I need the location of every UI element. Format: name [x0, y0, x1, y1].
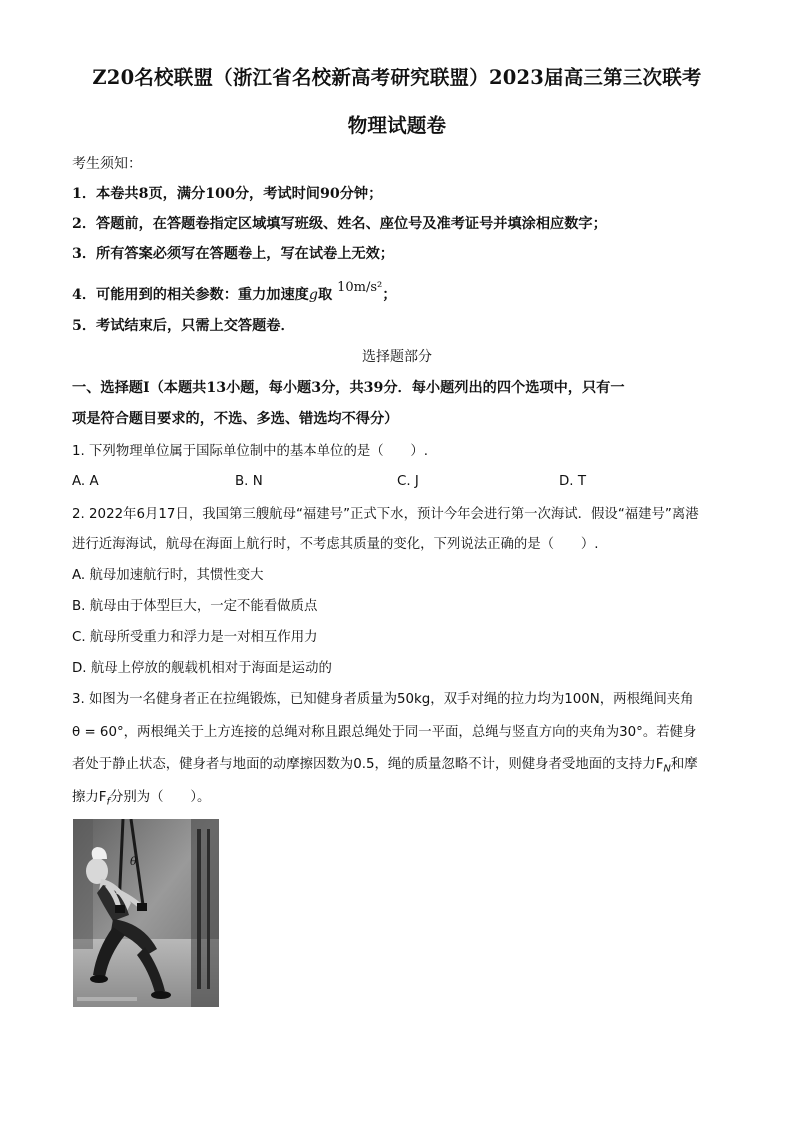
notice-item-4-text: 4．可能用到的相关参数：重力加速度	[72, 287, 309, 303]
question-2-option-a: A. 航母加速航行时，其惯性变大	[72, 568, 264, 583]
question-2-option-b: B. 航母由于体型巨大，一定不能看做质点	[72, 599, 318, 614]
exam-title: Z20名校联盟（浙江省名校新高考研究联盟）2023届高三第三次联考	[92, 66, 702, 89]
notice-item-1: 1．本卷共8页，满分100分，考试时间90分钟；	[72, 186, 383, 202]
question-3-stem-cont-3	[72, 788, 732, 813]
friction-subscript: f	[106, 796, 111, 808]
notice-item-4	[72, 280, 732, 306]
question-2-option-c: C. 航母所受重力和浮力是一对相互作用力	[72, 630, 318, 645]
notice-item-4-take: 取	[317, 287, 333, 303]
question-1-option-c: C. J	[397, 474, 419, 489]
normal-force-subscript: N	[663, 763, 671, 775]
question-3-stem-cont-2	[72, 755, 732, 780]
question-2-stem-cont: 进行近海海试，航母在海面上航行时，不考虑其质量的变化，下列说法正确的是（ ）.	[72, 537, 599, 552]
notice-item-3: 3．所有答案必须写在答题卷上，写在试卷上无效；	[72, 246, 394, 262]
question-3-line3-text: 者处于静止状态，健身者与地面的动摩擦因数为0.5，绳的质量忽略不计，则健身者受地面的支持力F	[72, 757, 664, 772]
question-3-stem-cont-1: θ = 60°，两根绳关于上方连接的总绳对称且跟总绳处于同一平面，总绳与竖直方向的夹角为30°。若健身	[72, 725, 697, 740]
figure-angle-label: θ	[130, 855, 137, 868]
fitness-photo-image	[73, 819, 219, 1007]
question-1-option-b: B. N	[235, 474, 263, 489]
question-1-option-a: A. A	[72, 474, 99, 489]
question-3-figure	[73, 819, 219, 1007]
notice-item-4-end: ；	[382, 287, 397, 303]
notice-item-2: 2．答题前，在答题卷指定区域填写班级、姓名、座位号及准考证号并填涂相应数字；	[72, 216, 607, 232]
question-1-stem: 1. 下列物理单位属于国际单位制中的基本单位的是（ ）.	[72, 444, 429, 459]
notice-item-5: 5．考试结束后，只需上交答题卷．	[72, 318, 295, 334]
part-one-heading-cont: 项是符合题目要求的，不选、多选、错选均不得分）	[72, 411, 399, 427]
gravity-symbol: g	[308, 287, 318, 303]
question-3-stem: 3. 如图为一名健身者正在拉绳锻炼，已知健身者质量为50kg，双手对绳的拉力均为100N，两根绳间夹角	[72, 692, 694, 707]
notice-heading: 考生须知：	[72, 156, 142, 172]
gravity-value: 10m/s²	[337, 280, 383, 295]
question-2-stem: 2. 2022年6月17日，我国第三艘航母“福建号”正式下水，预计今年会进行第一次海试．假设“福建号”离港	[72, 507, 699, 522]
section-label: 选择题部分	[362, 349, 432, 365]
question-1-option-d: D. T	[559, 474, 587, 489]
exam-subtitle: 物理试题卷	[347, 114, 447, 137]
part-one-heading: 一、选择题Ⅰ（本题共13小题，每小题3分，共39分．每小题列出的四个选项中，只有一	[72, 380, 625, 396]
question-3-line4-text: 擦力F	[72, 790, 107, 805]
question-3-line3-end: 和摩	[670, 757, 698, 772]
question-2-option-d: D. 航母上停放的舰载机相对于海面是运动的	[72, 661, 332, 676]
question-3-line4-end: 分别为（ ）。	[110, 790, 211, 805]
